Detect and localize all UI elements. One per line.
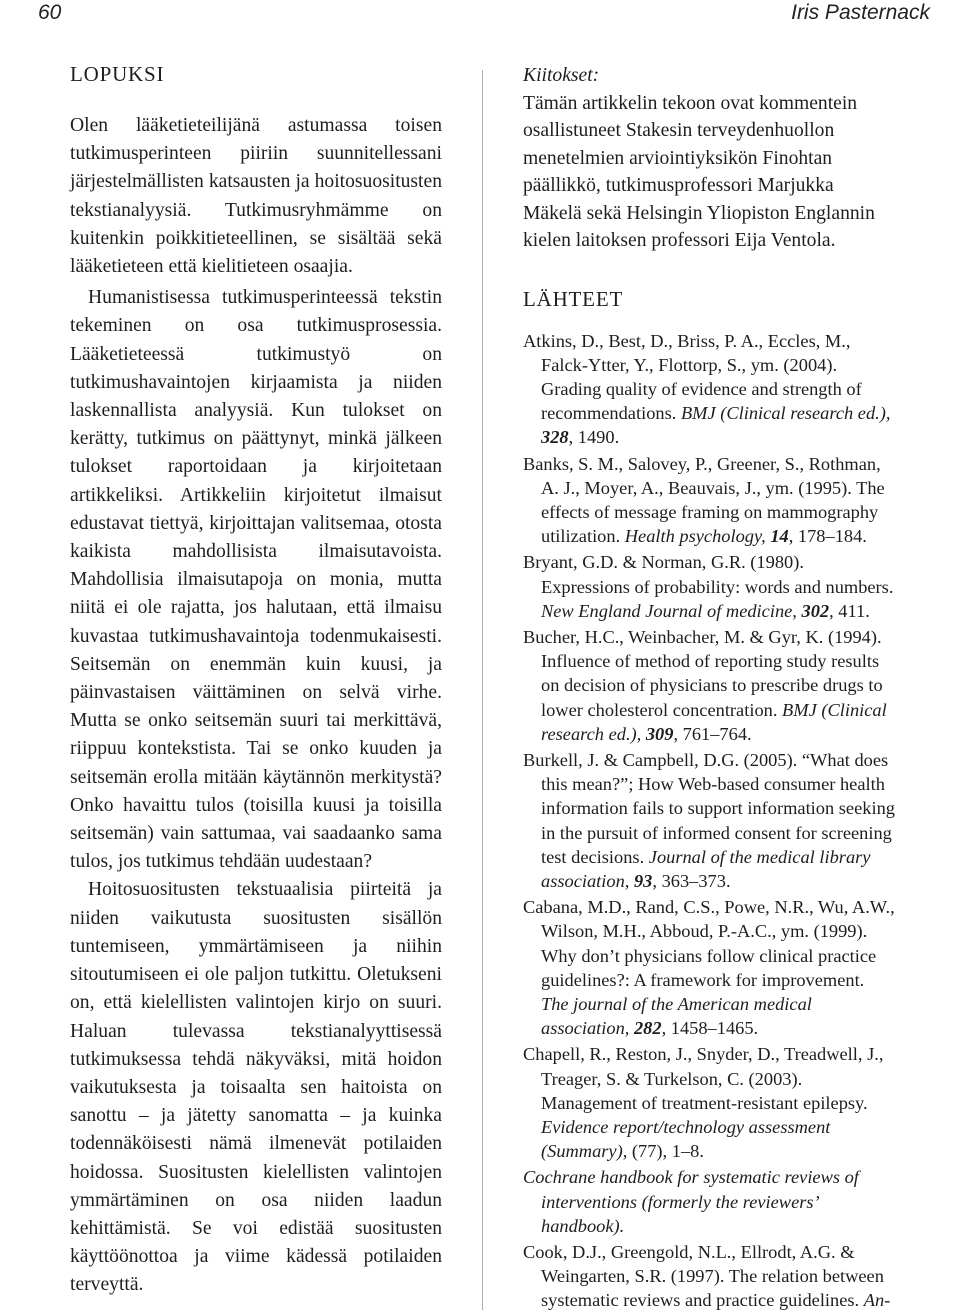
- reference-pre: Atkins, D., Best, D., Briss, P. A., Eccles, M., Falck-Ytter, Y., Flottorp, S., ym. (2004). Grading quality of evidence and strength of recommendations.: [523, 330, 862, 424]
- reference-pre: Banks, S. M., Salovey, P., Greener, S., Rothman, A. J., Moyer, A., Beauvais, J., ym. (1995). The effects of message framing on mammography utilization.: [523, 453, 885, 547]
- paragraph: Olen lääketieteilijänä astumassa toisen tutkimusperinteen piiriin suunnitellessani järjestelmällisten katsausten ja hoitosuositusten tekstianalyysiä. Tutkimusryhmämme on kuitenkin poikkitieteellinen, se sisältää sekä lääketieteen että kielitieteen osaajia.: [70, 115, 442, 278]
- page-number: 60: [38, 1, 62, 24]
- reference-ital: The journal of the American medical association,: [541, 993, 812, 1039]
- reference-ital: Evidence report/technology assessment (Summary): [541, 1117, 831, 1162]
- reference-ital: Cochrane handbook for systematic reviews of interventions (formerly the reviewers’ handbook).: [523, 1167, 859, 1236]
- paragraph: Hoitosuositusten tekstuaalisia piirteitä ja niiden vaikutusta suositusten sisällön tuntemiseen, ymmärtämiseen ja niihin sitoutumiseen ei ole paljon tutkittu. Oletukseni on, että kielellisten valintojen kirjo on suuri. Haluan tulevassa tekstianalyyttisessä tutkimuksessa tehdä näkyväksi, mitä hoidon vaikutuksesta ja toisaalta sen haitoista on sanottu – ja jätetty sanomatta – ja kuinka todennäköisesti nämä ilmenevät potilaiden hoidossa. Suositusten kielellisten valintojen ymmärtäminen on osa niiden laadun kehittämistä. Se voi edistää suositusten käyttöönottoa ja viime kädessä potilaiden terveyttä.: [70, 879, 442, 1296]
- reference-post: , 178–184.: [788, 526, 867, 547]
- reference-pre: Cabana, M.D., Rand, C.S., Powe, N.R., Wu, A.W., Wilson, M.H., Abboud, P.-A.C., ym. (1999). Why don’t physicians follow clinical practice guidelines?: A framework for improvement.: [523, 897, 895, 990]
- reference-item: [523, 625, 895, 746]
- left-column: [70, 58, 442, 1300]
- reference-ital: An-: [863, 1290, 891, 1311]
- reference-post: , 761–764.: [673, 723, 752, 744]
- reference-post: , 1458–1465.: [661, 1018, 759, 1039]
- acknowledgements-title: Kiitokset:: [523, 65, 600, 86]
- reference-item: [523, 1165, 895, 1238]
- reference-pre: Bucher, H.C., Weinbacher, M. & Gyr, K. (1994). Influence of method of reporting study results on decision of physicians to prescribe drugs to lower cholesterol concentration.: [523, 626, 883, 720]
- section-heading-lahteet: LÄHTEET: [523, 286, 624, 311]
- reference-item: [523, 748, 895, 893]
- reference-vol: 302: [801, 600, 830, 621]
- reference-post: , 363–373.: [652, 870, 731, 891]
- reference-ital: New England Journal of medicine,: [541, 600, 802, 621]
- reference-ital: Journal of the medical library association,: [541, 846, 871, 891]
- reference-item: [523, 329, 895, 450]
- acknowledgements-text: Tämän artikkelin tekoon ovat kommentein osallistuneet Stakesin terveydenhuollon menetelmien arviointiyksikön Finohtan päällikkö, tutkimusprofessori Marjukka Mäkelä sekä Helsingin Yliopiston Englannin kielen laitoksen professori Eija Ventola.: [523, 92, 875, 251]
- reference-vol: 14: [770, 526, 789, 547]
- reference-vol: 328: [541, 427, 569, 448]
- reference-list: [523, 329, 895, 1313]
- reference-ital: BMJ (Clinical research ed.),: [541, 699, 887, 744]
- section-heading-lopuksi: LOPUKSI: [70, 62, 165, 86]
- reference-post: , (77), 1–8.: [622, 1141, 704, 1162]
- reference-item: [523, 1240, 895, 1313]
- reference-pre: Bryant, G.D. & Norman, G.R. (1980). Expressions of probability: words and numbers.: [523, 552, 894, 597]
- reference-item: [523, 1042, 895, 1163]
- reference-pre: Cook, D.J., Greengold, N.L., Ellrodt, A.G. & Weingarten, S.R. (1997). The relation between systematic reviews and practice guidelines.: [523, 1242, 884, 1311]
- reference-item: [523, 895, 895, 1040]
- reference-ital: Health psychology,: [624, 526, 771, 547]
- reference-vol: 309: [645, 723, 674, 744]
- right-column: [523, 58, 895, 1315]
- reference-item: [523, 452, 895, 549]
- running-header-author: Iris Pasternack: [791, 1, 930, 24]
- reference-pre: Chapell, R., Reston, J., Snyder, D., Treadwell, J., Treager, S. & Turkelson, C. (2003). Management of treatment-resistant epilepsy.: [523, 1044, 884, 1113]
- reference-vol: 93: [633, 870, 653, 891]
- paragraph: Humanistisessa tutkimusperinteessä tekstin tekeminen on osa tutkimusprosessia. Lääketieteessä tutkimustyö on tutkimushavaintojen kirjaamista ja niiden laskennallista analyysiä. Kun tulokset on kerätty, tutkimus on päättynyt, minkä jälkeen tulokset raportoidaan ja kirjoitetaan artikkeliksi. Artikkeliin kirjoitetut ilmaisut edustavat tiettyä, kirjoittajan valitsemaa, otosta kaikista mahdollisista ilmaisutavoista. Mahdollisia ilmaisutapoja on monia, mutta niitä ei ole rajatta, jos halutaan, että ilmaisu kuvastaa tutkimushavaintoja todenmukaisesti. Seitsemän on enemmän kuin kuusi, ja päinvastaisen väittäminen on selvä virhe. Mutta se onko seitsemän suuri tai merkittävä, riippuu kontekstista. Tai se onko kuuden ja seitsemän erolla mitään käytännön merkitystä? Onko havaittu tulos (toisilla kuusi ja toisilla seitsemän) vain sattumaa, vai saadaanko sama tulos, jos tutkimus tehdään uudestaan?: [70, 287, 442, 873]
- column-divider: [482, 70, 483, 1310]
- reference-pre: Burkell, J. & Campbell, D.G. (2005). “What does this mean?”; How Web-based consumer health information fails to support information seeking in the pursuit of informed consent for screening test decisions.: [523, 749, 895, 867]
- reference-vol: 282: [633, 1018, 662, 1039]
- reference-post: , 411.: [829, 600, 870, 621]
- reference-item: [523, 550, 895, 623]
- reference-ital: BMJ (Clinical research ed.),: [680, 403, 891, 424]
- reference-post: , 1490.: [568, 427, 620, 448]
